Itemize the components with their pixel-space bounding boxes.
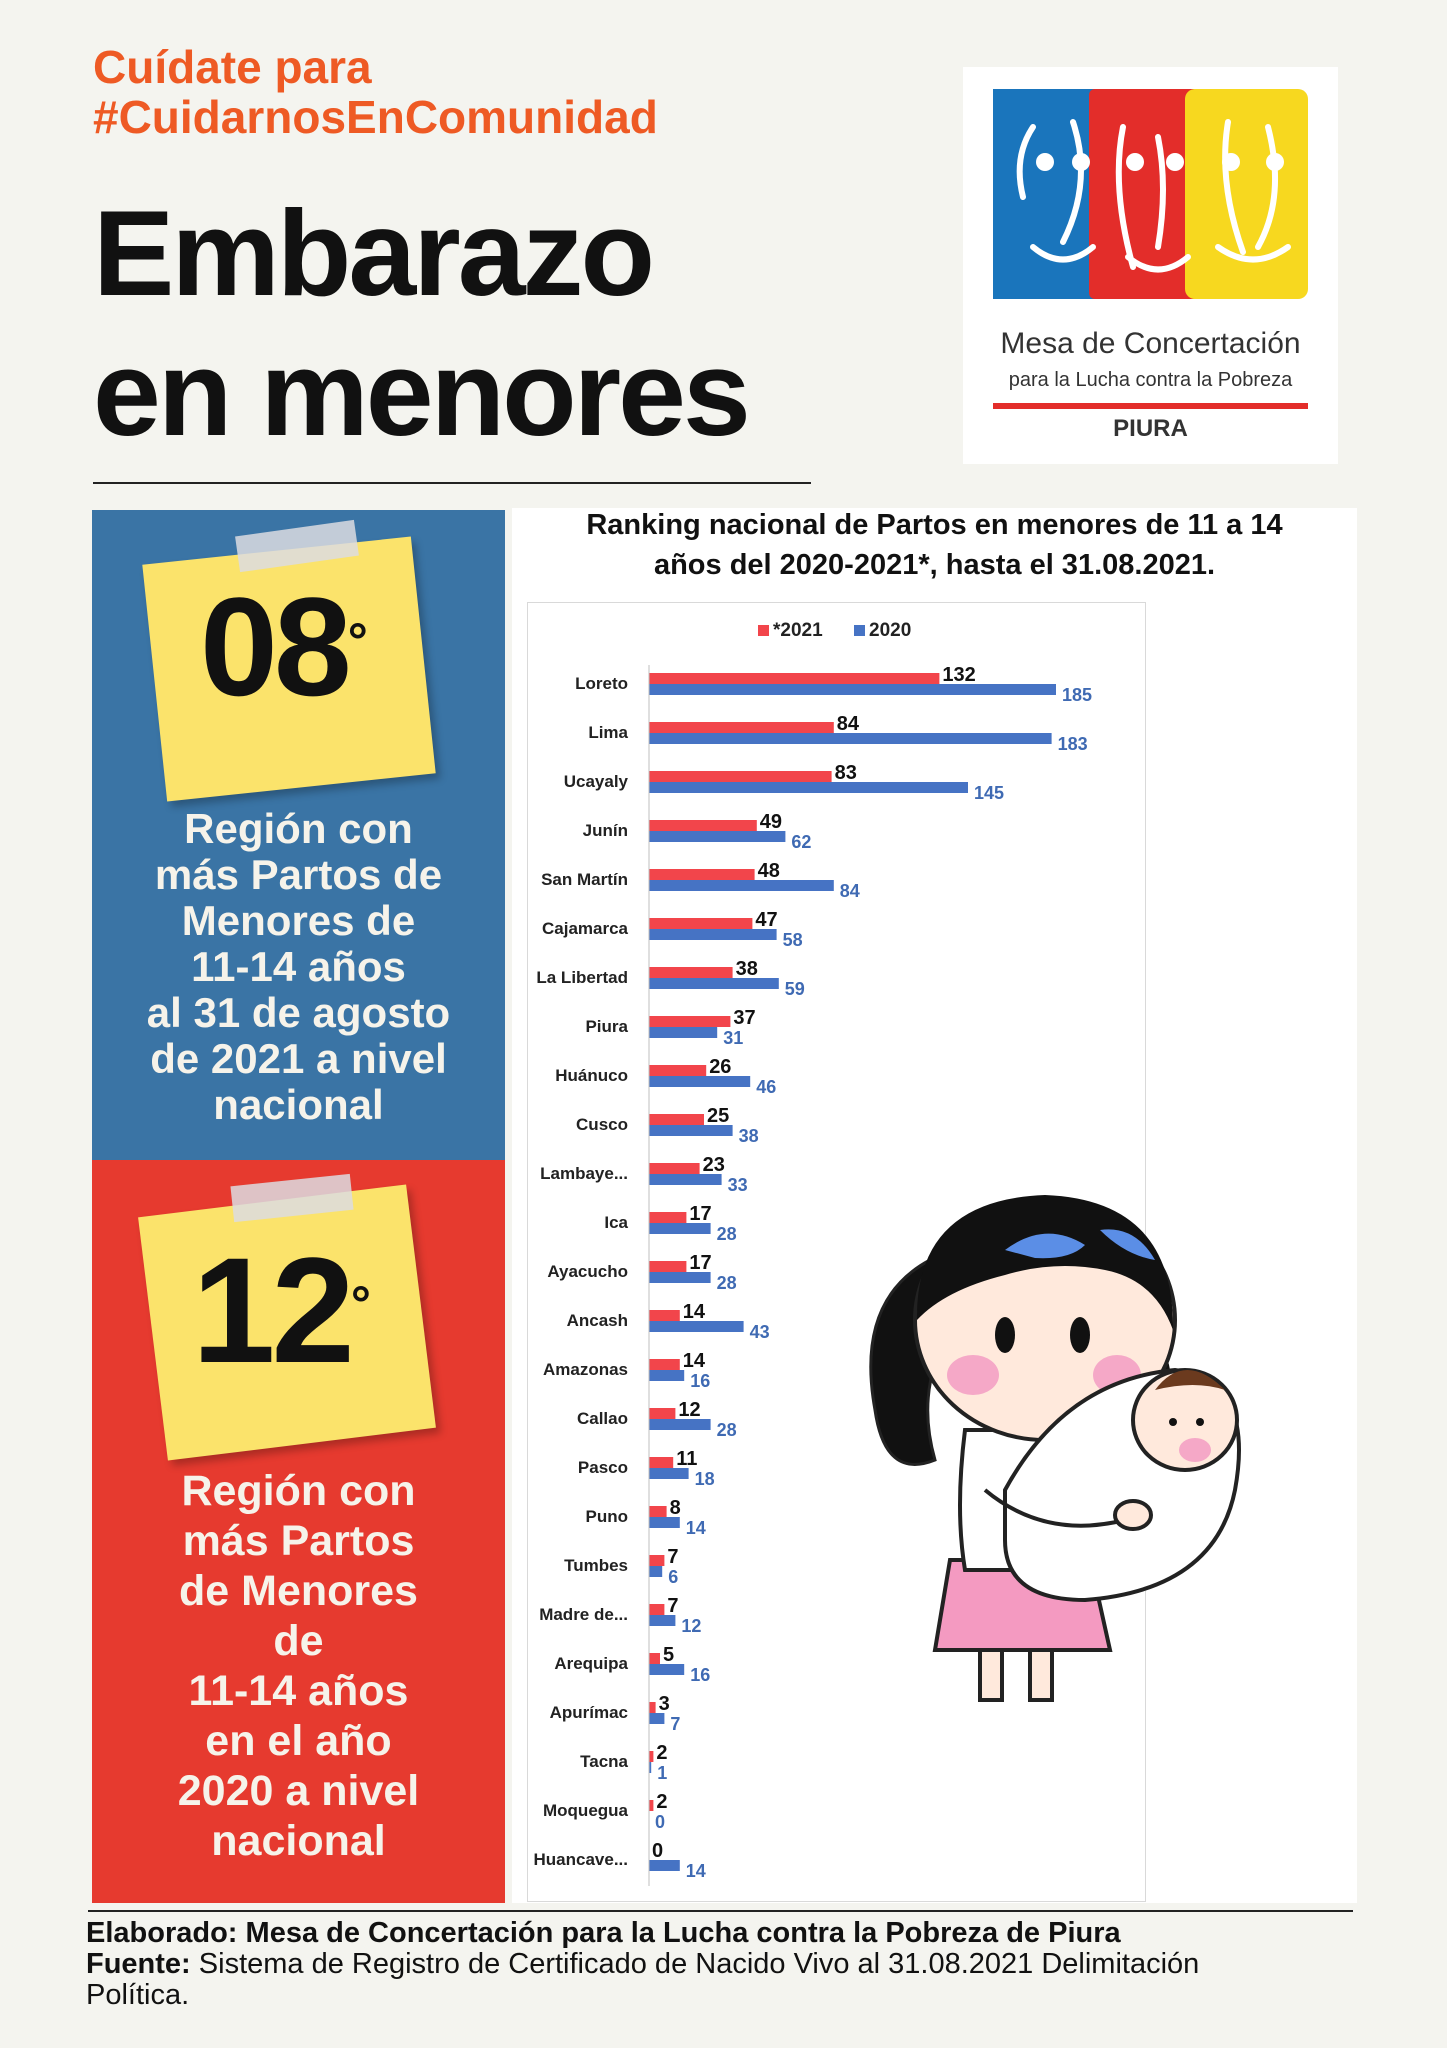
logo [963,67,1338,464]
desc-line: de 2021 a nivel [150,1035,447,1082]
category-label: Apurímac [549,1703,628,1722]
desc-line: más Partos de [154,851,443,898]
data-label-2021: 8 [669,1497,681,1519]
category-label: Amazonas [542,1360,628,1379]
data-label-2021: 132 [942,664,976,686]
bar-2021 [649,1310,680,1321]
bar-2021 [649,1408,675,1419]
hashtag: #CuidarnosEnComunidad [93,91,658,143]
data-label-2021: 38 [735,958,758,980]
bar-2021 [649,1016,730,1027]
desc-line: Región con [181,1467,416,1515]
desc-line: 11-14 años [191,943,406,990]
footer [86,1918,1376,2011]
data-label-2020: 14 [685,1518,706,1538]
logo-masks-graphic [963,67,1338,327]
data-label-2020: 0 [655,1812,666,1832]
category-label: Lambaye... [540,1164,628,1183]
fuente-text: Sistema de Registro de Certificado de Nacido Vivo al 31.08.2021 Delimitación [198,1948,1200,1980]
category-label: Ayacucho [547,1262,628,1281]
data-label-2021: 17 [689,1252,712,1274]
bar-2021 [649,1653,660,1664]
data-label-2021: 37 [733,1007,756,1029]
bar-2021 [649,967,733,978]
bar-2020 [649,978,779,989]
desc-line: al 31 de agosto [146,989,451,1036]
data-label-2020: 33 [727,1175,748,1195]
category-label: Piura [585,1017,628,1036]
category-label: Arequipa [554,1654,628,1673]
category-label: Cajamarca [541,919,628,938]
data-label-2020: 58 [782,930,803,950]
desc-line: nacional [213,1081,384,1128]
data-label-2021: 11 [676,1448,698,1470]
bar-2021 [649,1604,664,1615]
fuente-text-line-2: Política. [86,1979,190,2011]
category-label: Huánuco [555,1066,628,1085]
rank-2020 [192,1226,371,1394]
logo-region: PIURA [1113,415,1188,442]
category-label: Callao [576,1409,628,1428]
data-label-2021: 7 [667,1595,679,1617]
page-title-line-1: Embarazo [93,185,653,321]
category-label: Ancash [566,1311,628,1330]
bar-2021 [649,820,757,831]
footer-elaborado [86,1918,1376,1949]
tagline-line-1: Cuídate para [93,41,372,93]
legend-label-2021: *2021 [773,620,823,641]
desc-line: 2020 a nivel [177,1767,420,1815]
bar-2021 [649,1212,686,1223]
footer-divider [88,1910,1353,1912]
category-label: Pasco [577,1458,628,1477]
category-label: Loreto [575,674,628,693]
bar-2020 [649,1027,717,1038]
data-label-2020: 31 [723,1028,744,1048]
data-label-2021: 23 [702,1154,725,1176]
data-label-2020: 84 [839,881,860,901]
data-label-2021: 25 [707,1105,730,1127]
data-label-2021: 48 [757,860,780,882]
data-label-2020: 1 [657,1763,668,1783]
rank-2020-number: 12 [192,1226,351,1394]
data-label-2021: 3 [658,1693,670,1715]
bar-2020 [649,684,1056,695]
rank-2021 [200,568,368,725]
data-label-2020: 185 [1062,685,1093,705]
data-label-2021: 17 [689,1203,712,1225]
data-label-2021: 7 [667,1546,679,1568]
data-label-2021: 14 [682,1301,706,1323]
data-label-2020: 28 [716,1273,737,1293]
bar-2020 [649,1076,750,1087]
data-label-2020: 43 [749,1322,770,1342]
data-label-2020: 16 [690,1665,711,1685]
data-label-2021: 5 [663,1644,675,1666]
ranking-2021-description [92,806,505,1128]
category-label: La Libertad [536,968,628,987]
degree-sign: ° [347,613,368,669]
desc-line: nacional [211,1817,386,1865]
legend-swatch-2021 [758,625,769,636]
bar-2020 [649,782,968,793]
category-label: Madre de... [539,1605,628,1624]
data-label-2021: 83 [834,762,857,784]
desc-line: en el año [205,1717,392,1765]
logo-name: Mesa de Concertación [1000,327,1301,360]
data-label-2020: 62 [791,832,812,852]
category-label: Lima [588,723,628,742]
category-label: Cusco [576,1115,628,1134]
bar-2021 [649,1702,656,1713]
bar-2020 [649,880,834,891]
legend-swatch-2020 [854,625,865,636]
data-label-2021: 2 [656,1742,668,1764]
category-label: Moquegua [543,1801,628,1820]
ranking-2020-panel [92,1160,505,1903]
category-label: Puno [585,1507,628,1526]
bar-2020 [649,1370,684,1381]
data-label-2020: 7 [670,1714,681,1734]
bar-2021 [649,1114,704,1125]
data-label-2020: 18 [694,1469,715,1489]
data-label-2020: 59 [784,979,805,999]
data-label-2020: 14 [685,1861,706,1881]
data-label-2020: 28 [716,1224,737,1244]
bar-2021 [649,1506,667,1517]
bar-2021 [649,1555,664,1566]
chart-title [512,505,1357,585]
data-label-2021: 14 [682,1350,706,1372]
data-label-2020: 183 [1057,734,1088,754]
bar-2021 [649,1163,700,1174]
desc-line: de Menores [179,1567,418,1615]
data-label-2020: 12 [681,1616,702,1636]
data-label-2021: 0 [652,1840,664,1862]
data-label-2020: 38 [738,1126,759,1146]
desc-line: de [273,1617,324,1665]
data-label-2020: 28 [716,1420,737,1440]
page-title-line-2: en menores [93,325,748,461]
girl-with-baby-illustration [855,1160,1335,1720]
data-label-2021: 84 [836,713,860,735]
ranking-2020-description [92,1466,505,1866]
bar-2021 [649,771,832,782]
elaborado-text: Mesa de Concertación para la Lucha contra la Pobreza de Piura [245,1917,1121,1949]
data-label-2021: 26 [709,1056,732,1078]
data-label-2021: 2 [656,1791,668,1813]
ranking-2021-panel [92,510,505,1160]
bar-2021 [649,869,755,880]
rank-2021-number: 08 [200,568,348,725]
footer-fuente [86,1949,1376,1980]
degree-sign: ° [350,1276,371,1332]
category-label: Tacna [580,1752,628,1771]
bar-2021 [649,1751,653,1762]
data-label-2020: 145 [974,783,1005,803]
data-label-2021: 47 [755,909,778,931]
category-label: Ucayaly [563,772,628,791]
bar-2021 [649,1065,706,1076]
bar-2021 [649,673,939,684]
desc-line: Menores de [181,897,416,944]
desc-line: 11-14 años [188,1667,409,1715]
category-label: Junín [582,821,628,840]
chart-title-line-2: años del 2020-2021*, hasta el 31.08.2021. [653,549,1216,581]
category-label: Ica [604,1213,628,1232]
title-divider [93,482,811,484]
logo-bar [993,403,1308,409]
data-label-2020: 16 [690,1371,711,1391]
bar-2021 [649,918,752,929]
bar-2021 [649,1359,680,1370]
category-label: Huancave... [533,1850,628,1869]
data-label-2021: 12 [678,1399,701,1421]
chart-title-line-1: Ranking nacional de Partos en menores de 11 a 14 [586,509,1283,541]
logo-subtitle: para la Lucha contra la Pobreza [1008,369,1293,391]
data-label-2020: 46 [756,1077,777,1097]
category-label: San Martín [541,870,628,889]
bar-2021 [649,1800,653,1811]
data-label-2021: 49 [759,811,783,833]
fuente-label: Fuente: [86,1948,191,1980]
data-label-2020: 6 [668,1567,679,1587]
legend-label-2020: 2020 [869,620,912,641]
desc-line: Región con [184,805,413,852]
bar-2020 [649,1566,662,1577]
bar-2021 [649,722,834,733]
desc-line: más Partos [182,1517,415,1565]
bar-2021 [649,1261,686,1272]
category-label: Tumbes [564,1556,628,1575]
bar-2021 [649,1457,673,1468]
elaborado-label: Elaborado: [86,1917,238,1949]
